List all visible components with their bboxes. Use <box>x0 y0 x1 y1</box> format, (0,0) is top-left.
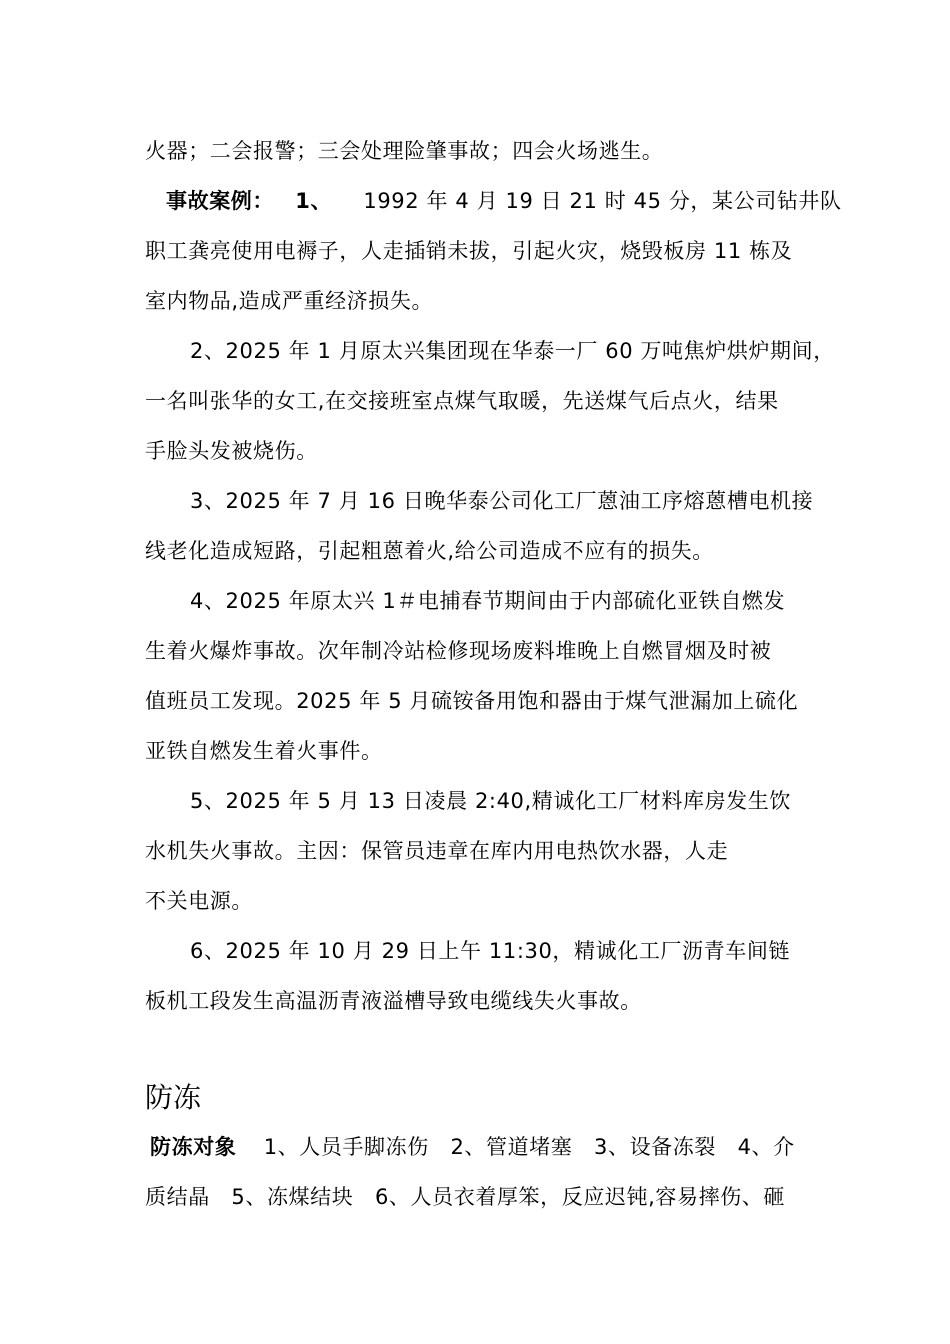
case6-line2: 板机工段发生高温沥青液溢槽导致电缆线失火事故。 <box>145 989 642 1013</box>
case1-line3: 室内物品,造成严重经济损失。 <box>145 289 434 313</box>
case5-line1: 5、2025 年 5 月 13 日凌晨 2:40,精诚化工厂材料库房发生饮 <box>190 789 791 813</box>
case1-number: 1、 <box>295 189 333 213</box>
intro-line: 火器；二会报警；三会处理险肇事故；四会火场逃生。 <box>145 139 664 163</box>
antifreeze-label: 防冻对象 <box>150 1135 237 1159</box>
case6-line1: 6、2025 年 10 月 29 日上午 11:30，精诚化工厂沥青车间链 <box>190 939 791 963</box>
case1-line2: 职工龚亮使用电褥子，人走插销未拔，引起火灾，烧毁板房 11 栋及 <box>145 239 793 263</box>
accident-cases-label: 事故案例： <box>166 189 274 213</box>
case4-line1: 4、2025 年原太兴 1＃电捕春节期间由于内部硫化亚铁自燃发 <box>190 589 786 613</box>
case2-line1: 2、2025 年 1 月原太兴集团现在华泰一厂 60 万吨焦炉烘炉期间， <box>190 339 835 363</box>
case1-text: 1992 年 4 月 19 日 21 时 45 分，某公司钻井队 <box>363 189 842 213</box>
case5-line3: 不关电源。 <box>145 889 253 913</box>
case3-line2: 线老化造成短路，引起粗蒽着火,给公司造成不应有的损失。 <box>145 539 714 563</box>
case2-line3: 手脸头发被烧伤。 <box>145 439 318 463</box>
case1-line1 <box>166 186 846 216</box>
case5-line2: 水机失火事故。主因：保管员违章在库内用电热饮水器，人走 <box>145 839 729 863</box>
case4-line4: 亚铁自燃发生着火事件。 <box>145 739 383 763</box>
case3-line1: 3、2025 年 7 月 16 日晚华泰公司化工厂蒽油工序熔蒽槽电机接 <box>190 489 814 513</box>
antifreeze-items-1: 1、人员手脚冻伤 2、管道堵塞 3、设备冻裂 4、介 <box>263 1135 795 1159</box>
antifreeze-line1 <box>150 1132 830 1162</box>
antifreeze-line2: 质结晶 5、冻煤结块 6、人员衣着厚笨，反应迟钝,容易摔伤、砸 <box>145 1185 785 1209</box>
case4-line2: 生着火爆炸事故。次年制冷站检修现场废料堆晚上自燃冒烟及时被 <box>145 639 772 663</box>
case2-line2: 一名叫张华的女工,在交接班室点煤气取暖，先送煤气后点火，结果 <box>145 389 779 413</box>
case4-line3: 值班员工发现。2025 年 5 月硫铵备用饱和器由于煤气泄漏加上硫化 <box>145 689 799 713</box>
antifreeze-heading: 防冻 <box>145 1081 202 1114</box>
